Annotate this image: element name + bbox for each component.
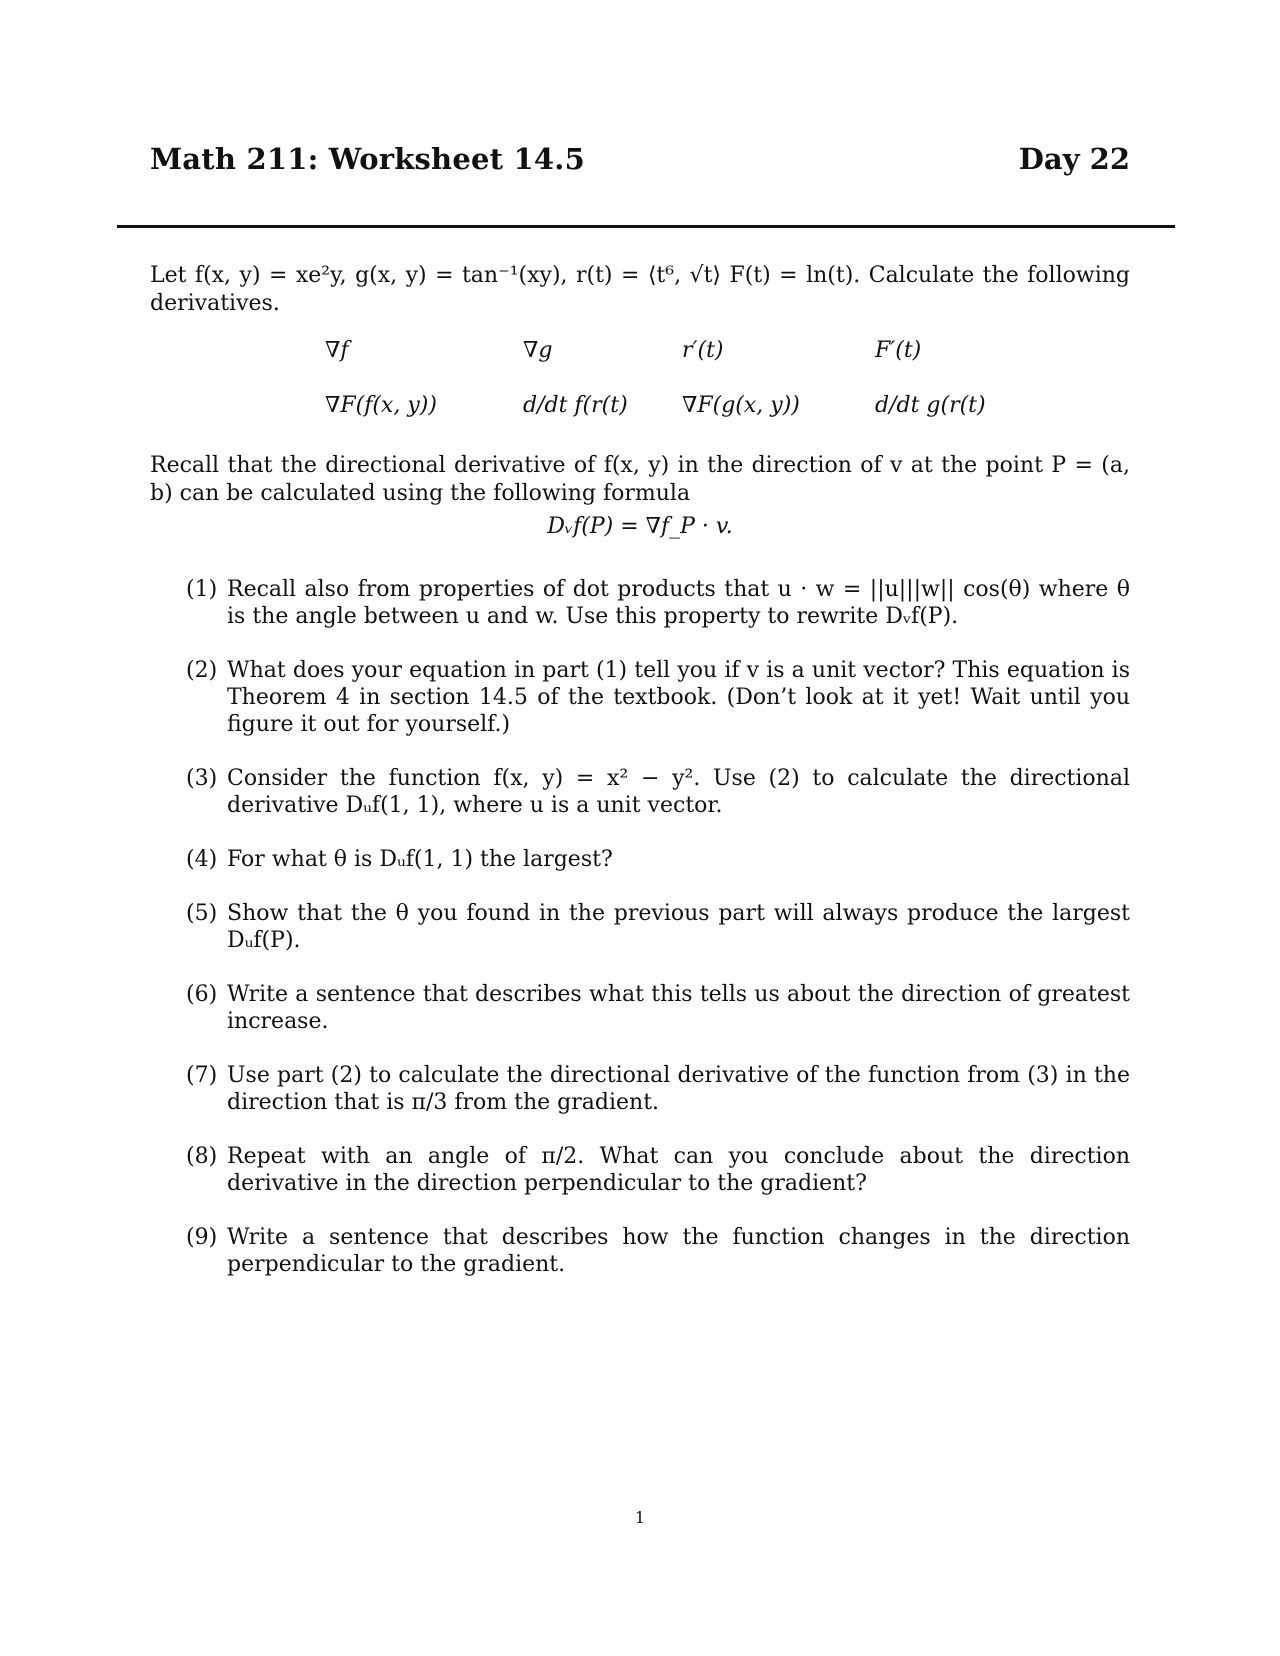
problem-item — [186, 576, 1130, 630]
derivative-item: F′(t) — [875, 338, 922, 363]
problem-item — [186, 1143, 1130, 1197]
derivative-item: r′(t) — [682, 338, 724, 363]
problem-list — [186, 576, 1130, 1305]
header-rule — [117, 225, 1175, 228]
problem-number: (2) — [186, 658, 218, 683]
problem-item — [186, 846, 1130, 873]
problem-text: What does your equation in part (1) tell you if v is a unit vector? This equation is Theorem 4 in section 14.5 of the textbook. (Don’t look at it yet! Wait until you figure it out for yourself.) — [227, 658, 1130, 737]
problem-text: Use part (2) to calculate the directional derivative of the function from (3) in the direction that is π/3 from the gradient. — [227, 1063, 1130, 1115]
derivative-item: ∇f — [325, 338, 349, 363]
problem-item — [186, 765, 1130, 819]
worksheet-title: Math 211: Worksheet 14.5 — [150, 142, 585, 176]
problem-text: Show that the θ you found in the previous part will always produce the largest Dᵤf(P). — [227, 901, 1130, 953]
problem-item — [186, 1224, 1130, 1278]
derivatives-row — [325, 393, 1085, 448]
problem-text: Consider the function f(x, y) = x² − y². Use (2) to calculate the directional derivative Dᵤf(1, 1), where u is a unit vector. — [227, 766, 1130, 818]
problem-text: For what θ is Dᵤf(1, 1) the largest? — [227, 847, 613, 872]
problem-item — [186, 657, 1130, 738]
problem-number: (6) — [186, 982, 218, 1007]
problem-number: (1) — [186, 577, 218, 602]
problem-text: Repeat with an angle of π/2. What can you conclude about the direction derivative in the direction perpendicular to the gradient? — [227, 1144, 1130, 1196]
derivative-item: ∇F(f(x, y)) — [325, 393, 437, 418]
problem-item — [186, 900, 1130, 954]
derivative-item: d/dt g(r(t) — [875, 393, 986, 418]
problem-number: (5) — [186, 901, 218, 926]
intro-paragraph: Let f(x, y) = xe²y, g(x, y) = tan⁻¹(xy), r(t) = ⟨t⁶, √t⟩ F(t) = ln(t). Calculate the following derivatives. — [150, 263, 1130, 316]
derivative-item: d/dt f(r(t) — [523, 393, 628, 418]
day-label: Day 22 — [1018, 142, 1130, 176]
derivative-item: ∇g — [523, 338, 553, 363]
derivatives-grid — [325, 338, 1085, 448]
problem-number: (3) — [186, 766, 218, 791]
page-number: 1 — [634, 1508, 646, 1527]
recall-paragraph: Recall that the directional derivative of f(x, y) in the direction of v at the point P = (a, b) can be calculated using the following formula — [150, 453, 1130, 506]
page-header — [150, 142, 1130, 182]
problem-text: Write a sentence that describes what this tells us about the direction of greatest increase. — [227, 982, 1130, 1034]
problem-text: Recall also from properties of dot products that u · w = ||u|||w|| cos(θ) where θ is the angle between u and w. Use this property to rewrite Dᵥf(P). — [227, 577, 1130, 629]
derivative-item: ∇F(g(x, y)) — [682, 393, 800, 418]
problem-number: (9) — [186, 1225, 218, 1250]
derivatives-row — [325, 338, 1085, 393]
directional-derivative-formula: Dᵥf(P) = ∇f_P · v. — [547, 514, 733, 539]
problem-number: (4) — [186, 847, 218, 872]
problem-item — [186, 981, 1130, 1035]
problem-text: Write a sentence that describes how the function changes in the direction perpendicular to the gradient. — [227, 1225, 1130, 1277]
problem-number: (7) — [186, 1063, 218, 1088]
problem-number: (8) — [186, 1144, 218, 1169]
problem-item — [186, 1062, 1130, 1116]
